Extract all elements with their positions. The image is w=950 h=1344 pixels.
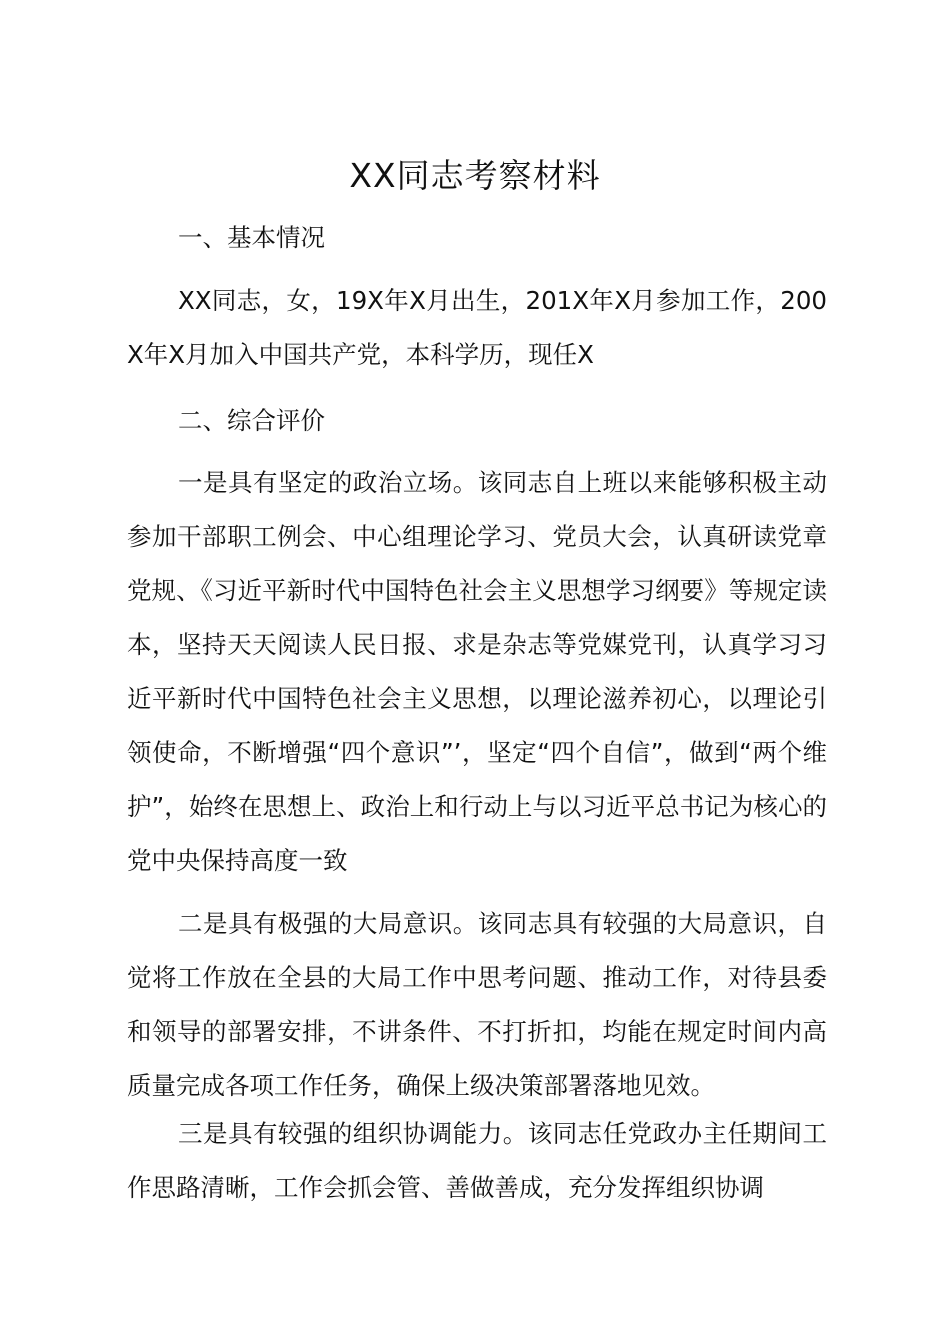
paragraph-political-stance: 一是具有坚定的政治立场。该同志自上班以来能够积极主动参加干部职工例会、中心组理论学习、党员大会，认真研读党章党规、《习近平新时代中国特色社会主义思想学习纲要》等规定读本，坚持天天阅读人民日报、求是杂志等党媒党刊，认真学习习近平新时代中国特色社会主义思想，以理论滋养初心，以理论引领使命，不断增强“四个意识”’，坚定“四个自信”，做到“两个维护”，始终在思想上、政治上和行动上与以习近平总书记为核心的党中央保持高度一致: [127, 468, 827, 875]
paragraph-overall-awareness: 二是具有极强的大局意识。该同志具有较强的大局意识，自觉将工作放在全县的大局工作中思考问题、推动工作，对待县委和领导的部署安排，不讲条件、不打折扣，均能在规定时间内高质量完成各项工作任务，确保上级决策部署落地见效。: [127, 909, 827, 1100]
paragraph-basic-info: XX同志，女，19X年X月出生，201X年X月参加工作，200X年X月加入中国共产党，本科学历，现任X: [127, 286, 827, 369]
document-title: XX同志考察材料: [349, 156, 601, 195]
section-heading-basic-info: 一、基本情况: [178, 223, 325, 252]
paragraph-coordination-ability: 三是具有较强的组织协调能力。该同志任党政办主任期间工作思路清晰，工作会抓会管、善做善成，充分发挥组织协调: [127, 1119, 827, 1202]
section-heading-evaluation: 二、综合评价: [178, 406, 325, 435]
